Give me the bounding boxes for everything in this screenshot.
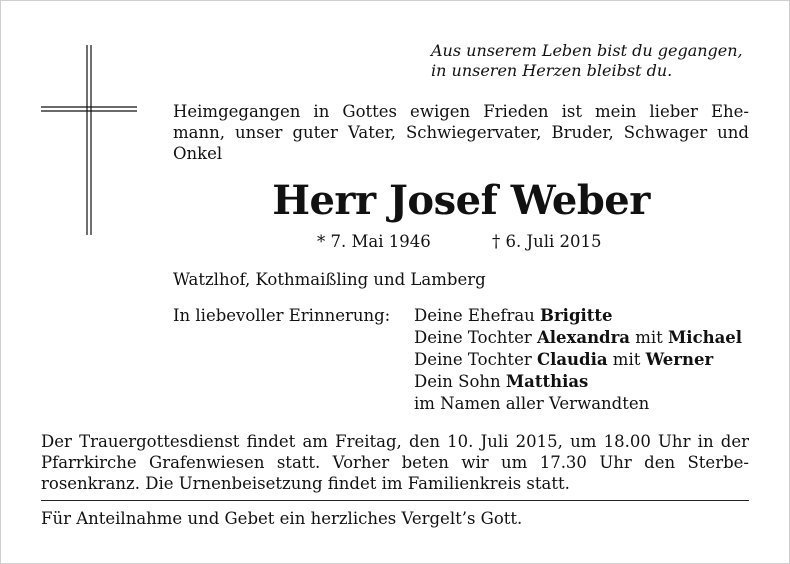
- intro-line: mann, unser guter Vater, Schwiegervater, Bruder, Schwager und: [173, 123, 749, 142]
- place-of-residence: Watzlhof, Kothmaißling und Lamberg: [173, 270, 486, 289]
- intro-text: [173, 101, 749, 164]
- verse-line: in unseren Herzen bleibst du.: [431, 61, 673, 80]
- family-name: Matthias: [505, 372, 589, 391]
- relation-text: Deine Tochter: [414, 328, 537, 347]
- family-name: Michael: [668, 328, 743, 347]
- service-line: Der Trauergottesdienst findet am Freitag, den 10. Juli 2015, um 18.00 Uhr in der: [41, 432, 749, 451]
- verse-line: Aus unserem Leben bist du gegangen,: [431, 41, 743, 60]
- family-row: [414, 349, 742, 371]
- birth-date: * 7. Mai 1946: [317, 232, 431, 251]
- death-date: † 6. Juli 2015: [492, 232, 602, 251]
- thanks-text: Für Anteilnahme und Gebet ein herzliches Vergelt’s Gott.: [41, 509, 523, 528]
- divider: [41, 500, 749, 501]
- memory-label: In liebevoller Erinnerung:: [173, 306, 391, 325]
- connector-text: mit: [607, 350, 646, 369]
- family-name: Brigitte: [540, 306, 613, 325]
- service-line: Pfarrkirche Grafenwiesen statt. Vorher beten wir um 17.30 Uhr den Sterbe-: [41, 453, 749, 472]
- family-row: [414, 305, 742, 327]
- family-row: [414, 327, 742, 349]
- verse: [431, 41, 761, 81]
- intro-line: Heimgegangen in Gottes ewigen Frieden ist mein lieber Ehe-: [173, 102, 749, 121]
- family-name: Alexandra: [536, 328, 630, 347]
- bereaved-family-list: [414, 305, 742, 415]
- intro-line: Onkel: [173, 144, 223, 163]
- family-name: Claudia: [536, 350, 608, 369]
- family-row: [414, 371, 742, 393]
- family-row: [414, 393, 742, 415]
- cross-icon: [41, 45, 137, 235]
- relation-text: im Namen aller Verwandten: [414, 394, 650, 413]
- service-info: [41, 431, 749, 494]
- service-line: rosenkranz. Die Urnenbeisetzung findet im Familienkreis statt.: [41, 474, 570, 493]
- deceased-name: Herr Josef Weber: [272, 177, 650, 224]
- relation-text: Deine Ehefrau: [414, 306, 541, 325]
- family-name: Werner: [645, 350, 714, 369]
- relation-text: Deine Tochter: [414, 350, 537, 369]
- relation-text: Dein Sohn: [414, 372, 506, 391]
- connector-text: mit: [629, 328, 669, 347]
